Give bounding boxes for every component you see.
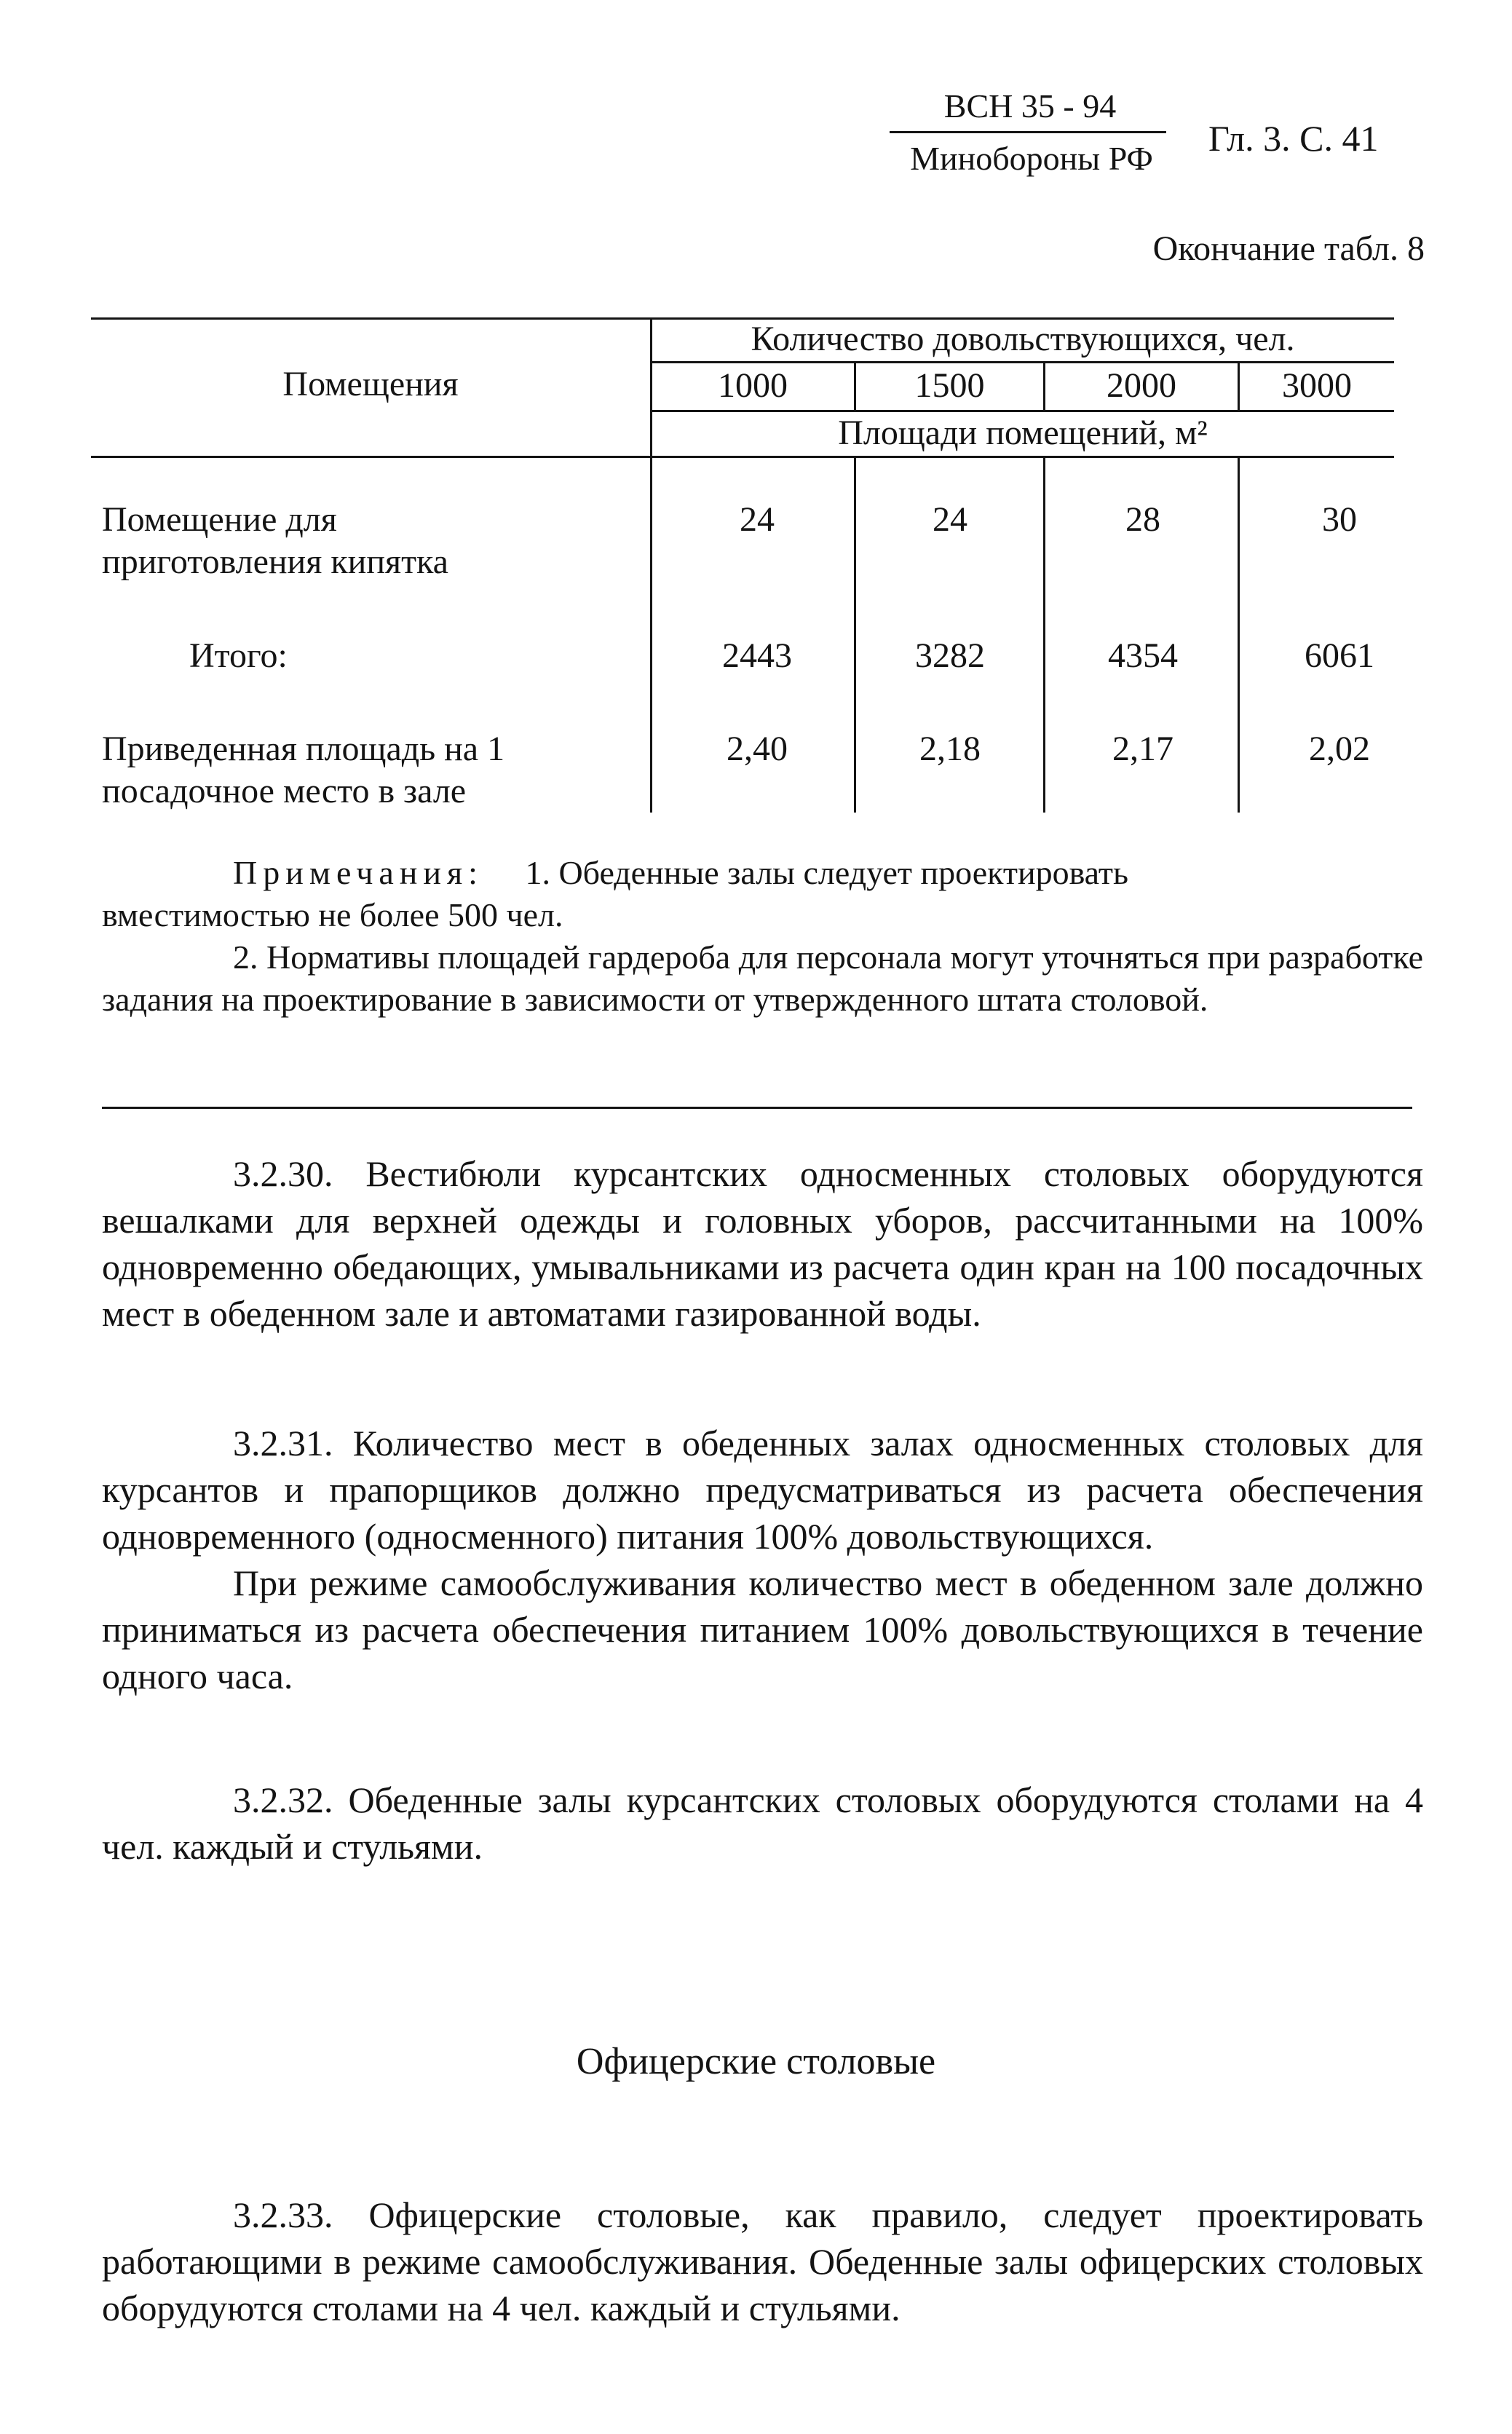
count-header: 1500	[914, 366, 985, 405]
table-cell: 2,02	[1309, 730, 1370, 768]
table-header-rule	[91, 456, 1394, 458]
section-title: Офицерские столовые	[576, 2041, 936, 2082]
table-cell: 30	[1322, 500, 1357, 539]
table-row-label	[189, 635, 288, 677]
row-label-line: Помещение для	[102, 500, 337, 539]
paragraph-3-2-30	[102, 1150, 1423, 1337]
table-group-rule	[652, 361, 1394, 363]
table-row-label	[102, 499, 448, 583]
table-counts-rule	[652, 410, 1394, 412]
paragraph-3-2-32	[102, 1777, 1423, 1870]
paragraph-text: 3.2.31. Количество мест в обеденных залах односменных столовых для курсантов и прапорщиков должно предусматриваться из расчета обеспечения одновременного (односменного) питания 100% довольствующихся.	[102, 1423, 1423, 1557]
table-continuation-label: Окончание табл. 8	[1152, 229, 1425, 268]
paragraph-text: 3.2.32. Обеденные залы курсантских столовых оборудуются столами на 4 чел. каждый и стульями.	[102, 1779, 1423, 1867]
table-cell: 24	[740, 500, 775, 539]
table-cell: 4354	[1108, 636, 1178, 675]
table-cell: 2443	[722, 636, 792, 675]
table-cell: 2,18	[919, 730, 981, 768]
row-label-line: Итого:	[189, 636, 288, 675]
paragraph-text: 3.2.30. Вестибюли курсантских односменных столовых оборудуются вешалками для верхней одежды и головных уборов, рассчитанными на 100% одновременно обедающих, умывальниками из расчета один кран на 100 посадочных мест в обеденном зале и автоматами газированной воды.	[102, 1153, 1423, 1334]
note-1: 1. Обеденные залы следует проектировать	[525, 854, 1128, 891]
page-reference: Гл. 3. С. 41	[1208, 118, 1379, 159]
count-header: 3000	[1282, 366, 1352, 405]
header-divider	[890, 131, 1166, 133]
notes-separator	[102, 1107, 1412, 1109]
table-col-divider	[1238, 456, 1240, 813]
column-header-rooms: Помещения	[282, 365, 459, 403]
table-cell: 2,40	[727, 730, 788, 768]
paragraph-text: 3.2.33. Офицерские столовые, как правило, следует проектировать работающими в режиме самообслуживания. Обеденные залы офицерских столовых оборудуются столами на 4 чел. каждый и стульями.	[102, 2194, 1423, 2328]
row-label-line: посадочное место в зале	[102, 772, 467, 810]
note-1-continuation: вместимостью не более 500 чел.	[102, 896, 563, 933]
row-label-line: приготовления кипятка	[102, 542, 448, 581]
document-code: ВСН 35 - 94	[943, 87, 1117, 125]
table-row-label	[102, 728, 504, 813]
count-header: 1000	[718, 366, 788, 405]
column-group-header: Количество довольствующихся, чел.	[751, 320, 1295, 358]
ministry-name: Минобороны РФ	[910, 140, 1153, 177]
paragraph-3-2-33	[102, 2192, 1423, 2331]
table-cell: 3282	[915, 636, 985, 675]
row-label-line: Приведенная площадь на 1	[102, 730, 505, 768]
table-cell: 2,17	[1112, 730, 1173, 768]
paragraph-text: При режиме самообслуживания количество мест в обеденном зале должно приниматься из расчета обеспечения питанием 100% довольствующихся в течение одного часа.	[102, 1562, 1423, 1696]
paragraph-3-2-31	[102, 1420, 1423, 1699]
table-cell: 6061	[1305, 636, 1374, 675]
count-header: 2000	[1107, 366, 1176, 405]
notes-title: Примечания:	[233, 854, 483, 891]
table-cell: 24	[933, 500, 967, 539]
table-cell: 28	[1125, 500, 1160, 539]
note-2: 2. Нормативы площадей гардероба для персонала могут уточняться при разработке задания на проектирование в зависимости от утвержденного штата столовой.	[102, 939, 1423, 1018]
area-header: Площади помещений, м²	[838, 414, 1208, 452]
table-notes	[102, 852, 1423, 1021]
